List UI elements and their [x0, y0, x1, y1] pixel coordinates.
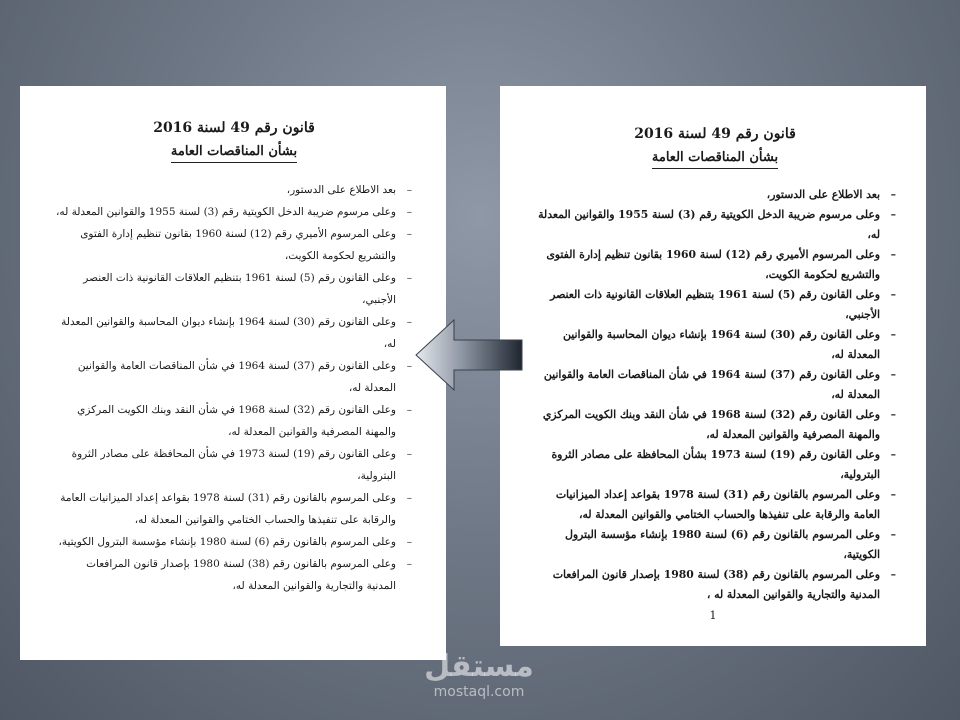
clause-item: – وعلى المرسوم الأميري رقم (12) لسنة 1960 بقانون تنظيم إدارة الفتوى والتشريع لحكومة الكويت، [534, 245, 896, 285]
watermark-arabic: مستقل [424, 649, 534, 684]
clause-list [534, 185, 896, 605]
clause-item: – بعد الاطلاع على الدستور، [534, 185, 896, 205]
clause-item: – وعلى مرسوم ضريبة الدخل الكويتية رقم (3) لسنة 1955 والقوانين المعدلة له، [56, 201, 412, 223]
clause-item: – وعلى القانون رقم (30) لسنة 1964 بإنشاء ديوان المحاسبة والقوانين المعدلة له، [534, 325, 896, 365]
clause-item: – وعلى المرسوم بالقانون رقم (38) لسنة 1980 بإصدار قانون المرافعات المدنية والتجارية والقوانين المعدلة له ، [534, 565, 896, 605]
retyped-document-page [20, 86, 446, 660]
clause-item: – وعلى المرسوم بالقانون رقم (6) لسنة 1980 بإنشاء مؤسسة البترول الكويتية، [56, 531, 412, 553]
page-number: 1 [709, 609, 717, 622]
clause-item: – وعلى القانون رقم (37) لسنة 1964 في شأن المناقصات العامة والقوانين المعدلة له، [56, 355, 412, 399]
clause-item: – وعلى المرسوم بالقانون رقم (31) لسنة 1978 بقواعد إعداد الميزانيات العامة والرقابة على تنفيذها والحساب الختامي والقوانين المعدلة له، [534, 485, 896, 525]
clause-item: – وعلى القانون رقم (32) لسنة 1968 في شأن النقد وبنك الكويت المركزي والمهنة المصرفية والقوانين المعدلة له، [56, 399, 412, 443]
watermark-latin: mostaql.com [433, 684, 525, 700]
clause-item: – بعد الاطلاع على الدستور، [56, 179, 412, 201]
document-subtitle: بشأن المناقصات العامة [534, 150, 896, 169]
clause-item: – وعلى المرسوم بالقانون رقم (6) لسنة 1980 بإنشاء مؤسسة البترول الكويتية، [534, 525, 896, 565]
clause-item: – وعلى القانون رقم (19) لسنة 1973 في شأن المحافظة على مصادر الثروة البترولية، [56, 443, 412, 487]
mostaql-watermark [414, 650, 544, 700]
clause-item: – وعلى القانون رقم (5) لسنة 1961 بتنظيم العلاقات القانونية ذات العنصر الأجنبي، [56, 267, 412, 311]
clause-item: – وعلى المرسوم بالقانون رقم (31) لسنة 1978 بقواعد إعداد الميزانيات العامة والرقابة على تنفيذها والحساب الختامي والقوانين المعدلة له، [56, 487, 412, 531]
document-subtitle: بشأن المناقصات العامة [56, 144, 412, 163]
clause-item: – وعلى مرسوم ضريبة الدخل الكويتية رقم (3) لسنة 1955 والقوانين المعدلة له، [534, 205, 896, 245]
document-title: قانون رقم 49 لسنة 2016 [634, 126, 796, 142]
document-title: قانون رقم 49 لسنة 2016 [153, 120, 315, 136]
clause-item: – وعلى المرسوم الأميري رقم (12) لسنة 1960 بقانون تنظيم إدارة الفتوى والتشريع لحكومة الكويت، [56, 223, 412, 267]
left-arrow-icon [414, 318, 524, 392]
clause-item: – وعلى القانون رقم (5) لسنة 1961 بتنظيم العلاقات القانونية ذات العنصر الأجنبي، [534, 285, 896, 325]
clause-item: – وعلى القانون رقم (32) لسنة 1968 في شأن النقد وبنك الكويت المركزي والمهنة المصرفية والقوانين المعدلة له، [534, 405, 896, 445]
clause-item: – وعلى القانون رقم (19) لسنة 1973 بشأن المحافظة على مصادر الثروة البترولية، [534, 445, 896, 485]
clause-item: – وعلى القانون رقم (30) لسنة 1964 بإنشاء ديوان المحاسبة والقوانين المعدلة له، [56, 311, 412, 355]
clause-item: – وعلى المرسوم بالقانون رقم (38) لسنة 1980 بإصدار قانون المرافعات المدنية والتجارية والقوانين المعدلة له، [56, 553, 412, 597]
clause-item: – وعلى القانون رقم (37) لسنة 1964 في شأن المناقصات العامة والقوانين المعدلة له، [534, 365, 896, 405]
clause-list [56, 179, 412, 597]
scanned-document-page [500, 86, 926, 646]
